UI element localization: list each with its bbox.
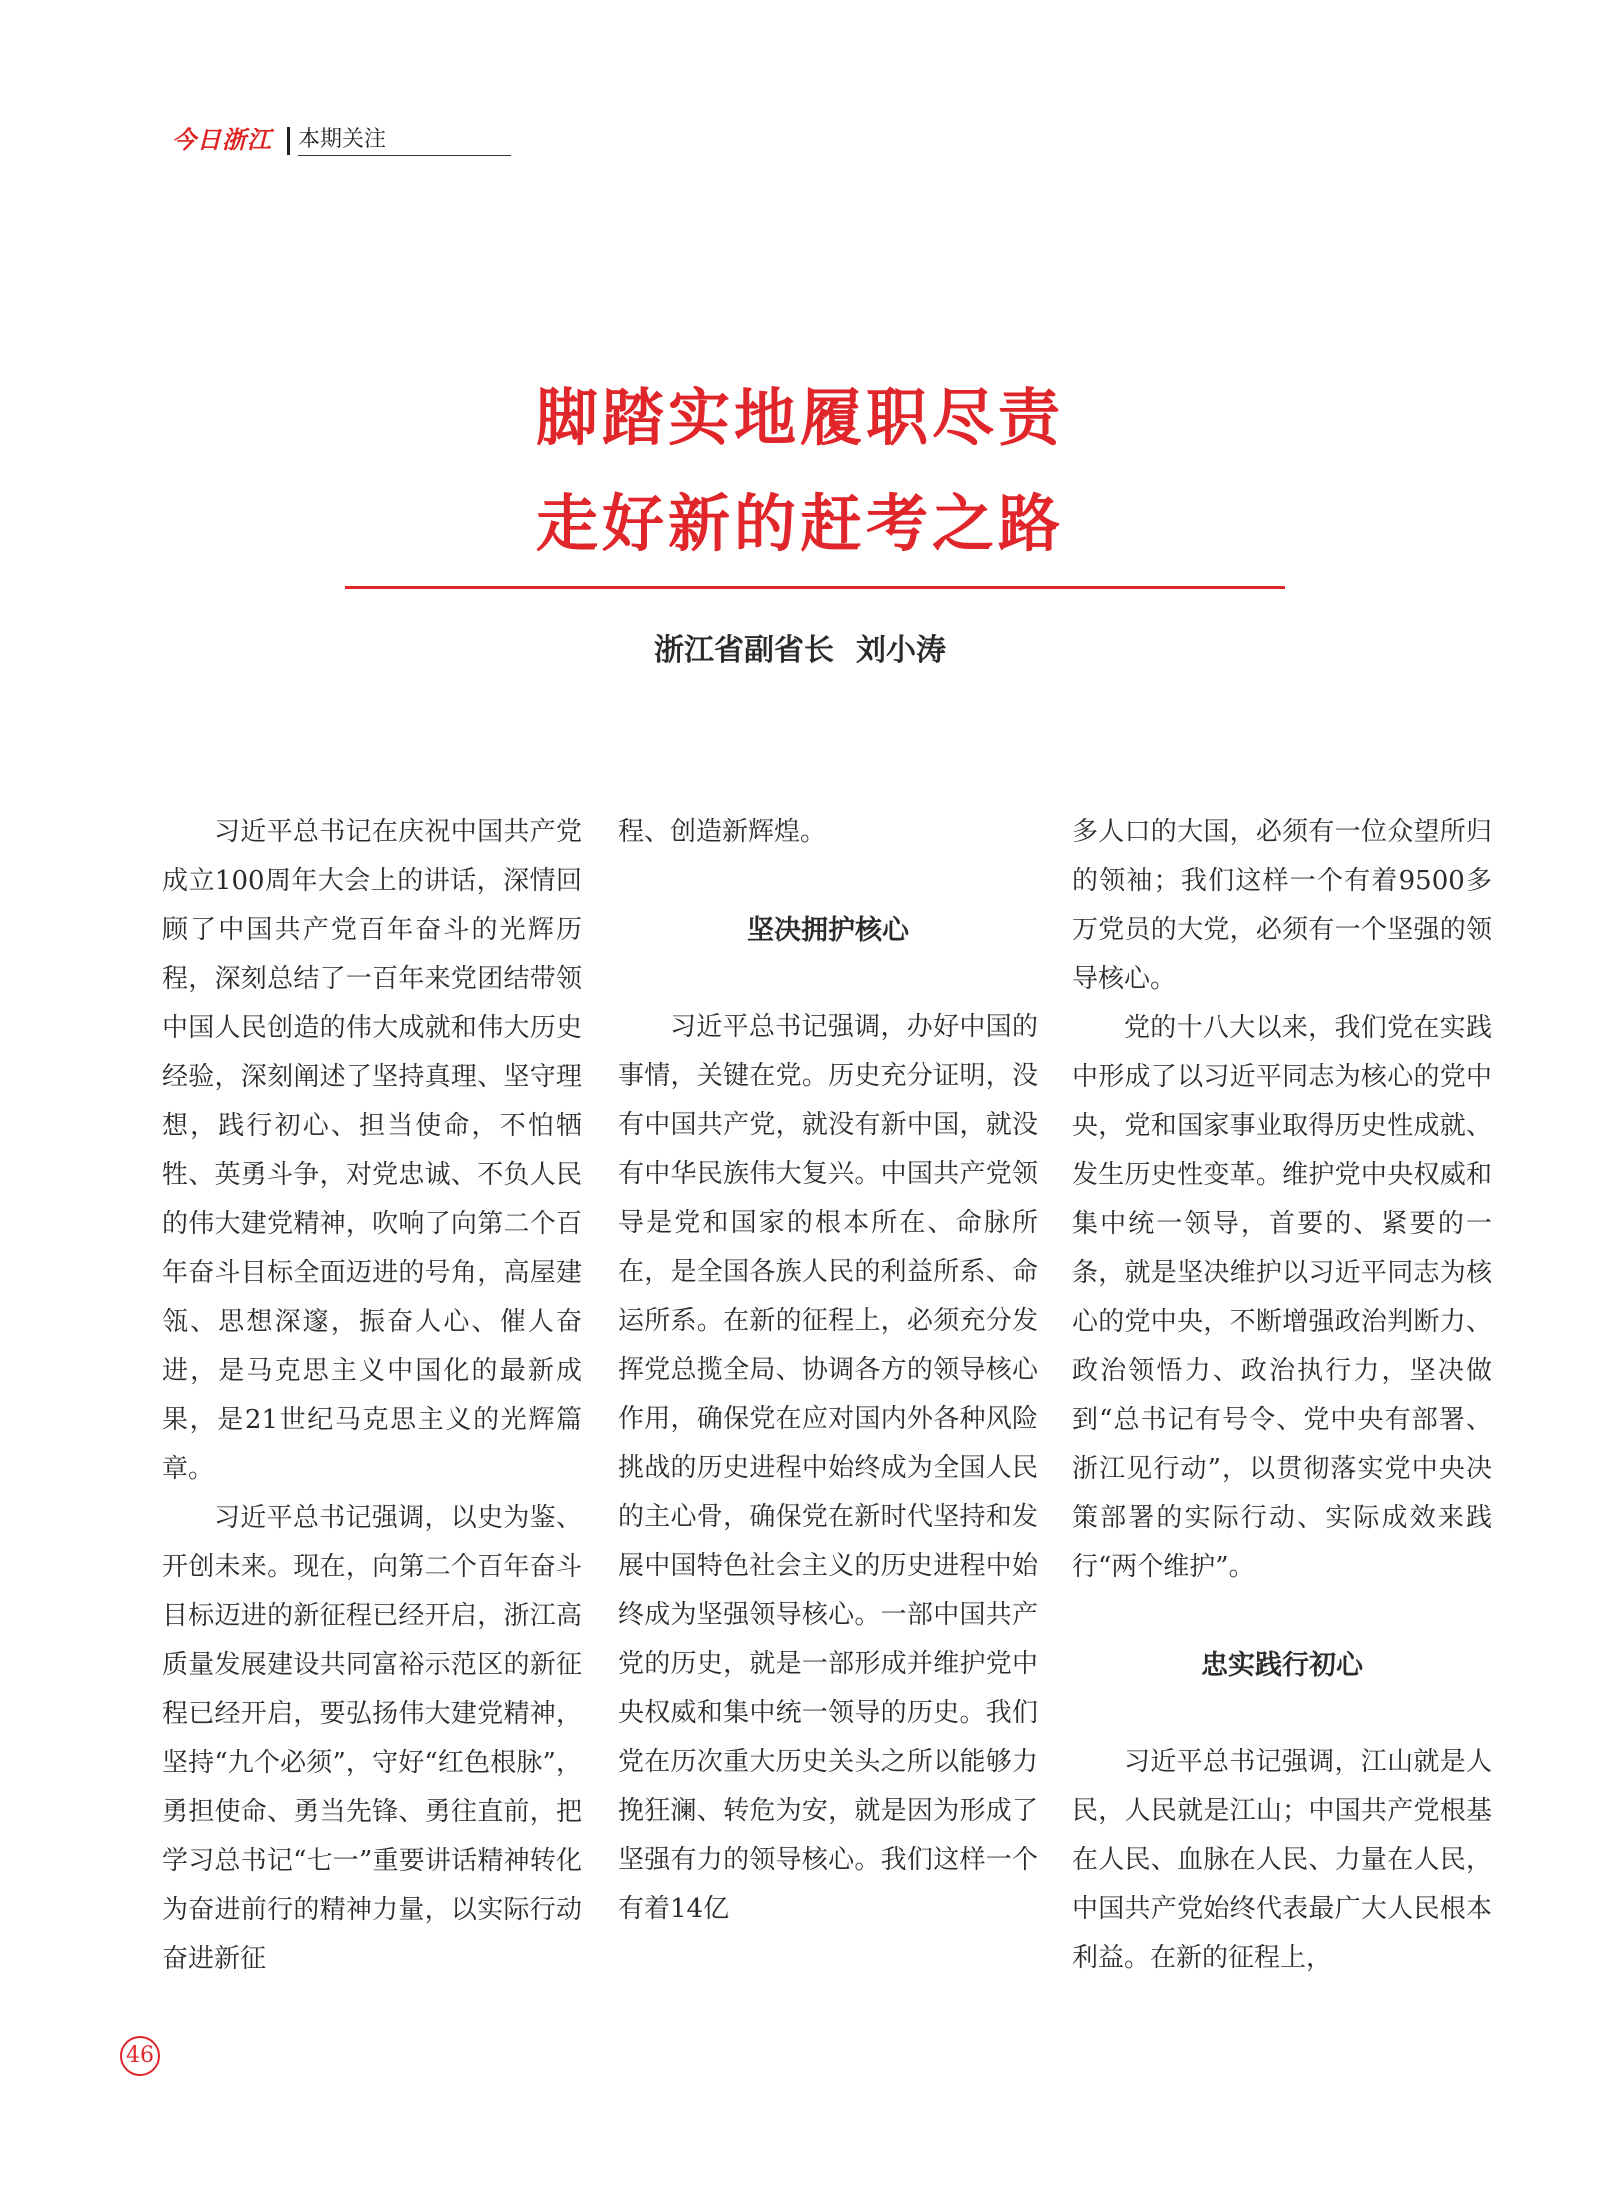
article-title-line-1: 脚踏实地履职尽责 bbox=[535, 381, 1064, 454]
title-rule bbox=[345, 586, 1285, 589]
article-title-line-2: 走好新的赶考之路 bbox=[535, 487, 1064, 560]
paragraph: 习近平总书记强调，办好中国的事情，关键在党。历史充分证明，没有中国共产党，就没有新中国，就没有中华民族伟大复兴。中国共产党领导是党和国家的根本所在、命脉所在，是全国各族人民的利益所系、命运所系。在新的征程上，必须充分发挥党总揽全局、协调各方的领导核心作用，确保党在应对国内外各种风险挑战的历史进程中始终成为全国人民的主心骨，确保党在新时代坚持和发展中国特色社会主义的历史进程中始终成为坚强领导核心。一部中国共产党的历史，就是一部形成并维护党中央权威和集中统一领导的历史。我们党在历次重大历史关头之所以能够力挽狂澜、转危为安，就是因为形成了坚强有力的领导核心。我们这样一个有着14亿 bbox=[618, 1012, 1038, 1924]
text-column-1 bbox=[162, 808, 582, 1984]
paragraph-continuation: 程、创造新辉煌。 bbox=[618, 817, 827, 847]
page-number: 46 bbox=[120, 2036, 160, 2076]
header-divider bbox=[287, 127, 290, 155]
text-column-3 bbox=[1072, 808, 1492, 1983]
paragraph: 习近平总书记强调，以史为鉴、开创未来。现在，向第二个百年奋斗目标迈进的新征程已经开启，浙江高质量发展建设共同富裕示范区的新征程已经开启，要弘扬伟大建党精神，坚持“九个必须”，守好“红色根脉”，勇担使命、勇当先锋、勇往直前，把学习总书记“七一”重要讲话精神转化为奋进前行的精神力量，以实际行动奋进新征 bbox=[162, 1503, 582, 1974]
author-position: 浙江省副省长 bbox=[654, 633, 834, 668]
paragraph-continuation: 多人口的大国，必须有一位众望所归的领袖；我们这样一个有着9500多万党员的大党，必须有一个坚强的领导核心。 bbox=[1072, 817, 1492, 994]
paragraph: 习近平总书记强调，江山就是人民，人民就是江山；中国共产党根基在人民、血脉在人民、力量在人民，中国共产党始终代表最广大人民根本利益。在新的征程上， bbox=[1072, 1747, 1492, 1973]
byline bbox=[0, 626, 1600, 676]
magazine-header bbox=[172, 123, 512, 157]
header-underline bbox=[298, 155, 511, 156]
magazine-logo: 今日浙江 bbox=[172, 125, 272, 154]
section-heading: 坚决拥护核心 bbox=[747, 915, 909, 946]
section-heading: 忠实践行初心 bbox=[1201, 1650, 1363, 1681]
paragraph: 党的十八大以来，我们党在实践中形成了以习近平同志为核心的党中央，党和国家事业取得历史性成就、发生历史性变革。维护党中央权威和集中统一领导，首要的、紧要的一条，就是坚决维护以习近平同志为核心的党中央，不断增强政治判断力、政治领悟力、政治执行力，坚决做到“总书记有号令、党中央有部署、浙江见行动”，以贯彻落实党中央决策部署的实际行动、实际成效来践行“两个维护”。 bbox=[1072, 1013, 1492, 1582]
author-name: 刘小涛 bbox=[856, 633, 946, 668]
paragraph: 习近平总书记在庆祝中国共产党成立100周年大会上的讲话，深情回顾了中国共产党百年奋斗的光辉历程，深刻总结了一百年来党团结带领中国人民创造的伟大成就和伟大历史经验，深刻阐述了坚持真理、坚守理想，践行初心、担当使命，不怕牺牲、英勇斗争，对党忠诚、不负人民的伟大建党精神，吹响了向第二个百年奋斗目标全面迈进的号角，高屋建瓴、思想深邃，振奋人心、催人奋进，是马克思主义中国化的最新成果，是21世纪马克思主义的光辉篇章。 bbox=[162, 817, 582, 1484]
text-column-2 bbox=[618, 808, 1038, 1934]
section-label: 本期关注 bbox=[298, 127, 387, 152]
